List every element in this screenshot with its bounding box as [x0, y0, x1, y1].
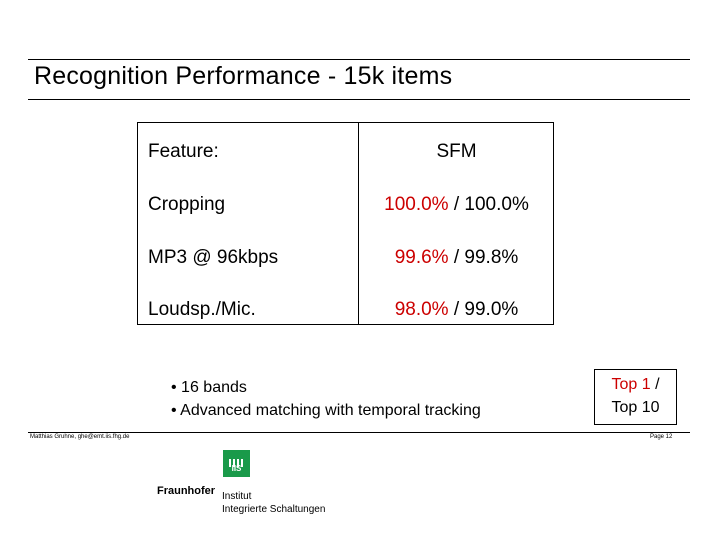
table-row-value	[358, 194, 555, 216]
slide-title: Recognition Performance - 15k items	[34, 62, 453, 90]
table-header-feature: Feature:	[148, 141, 219, 162]
bullet-item: • 16 bands	[171, 379, 247, 396]
table-row-label: Cropping	[148, 194, 226, 215]
top10-value: 100.0%	[464, 194, 529, 215]
logo-bars	[229, 454, 245, 462]
table-header-sfm: SFM	[436, 141, 477, 162]
title-bottom-rule	[28, 99, 690, 100]
logo-institute-name	[222, 490, 325, 516]
performance-table	[137, 122, 554, 325]
logo-mark-text: IIS	[231, 464, 242, 473]
table-row-value	[358, 299, 555, 321]
title-top-rule	[28, 59, 690, 60]
top10-value: 99.0%	[464, 299, 519, 320]
iis-logo-icon	[223, 450, 250, 477]
institute-line: Institut	[222, 491, 252, 502]
value-separator: /	[448, 299, 465, 320]
table-row-label: Loudsp./Mic.	[148, 299, 256, 320]
value-separator: /	[448, 247, 465, 268]
top10-value: 99.8%	[464, 247, 519, 268]
legend-box	[594, 369, 677, 425]
legend-separator: /	[650, 376, 660, 393]
institute-line: Integrierte Schaltungen	[222, 504, 326, 515]
value-separator: /	[448, 194, 465, 215]
top1-value: 99.6%	[394, 247, 449, 268]
legend-line	[595, 373, 676, 396]
legend-top10: Top 10	[611, 399, 660, 416]
bullet-list	[171, 376, 481, 422]
bullet-item: • Advanced matching with temporal tracking	[171, 402, 481, 419]
logo-org-name: Fraunhofer	[157, 485, 216, 497]
footer-rule	[28, 432, 690, 433]
legend-top1: Top 1	[611, 376, 651, 393]
footer-page-number: Page 12	[650, 434, 673, 440]
top1-value: 100.0%	[384, 194, 449, 215]
footer-author: Matthias Gruhne, ghe@emt.iis.fhg.de	[30, 434, 130, 440]
table-row-value	[358, 247, 555, 269]
top1-value: 98.0%	[394, 299, 449, 320]
table-row-label: MP3 @ 96kbps	[148, 247, 279, 268]
